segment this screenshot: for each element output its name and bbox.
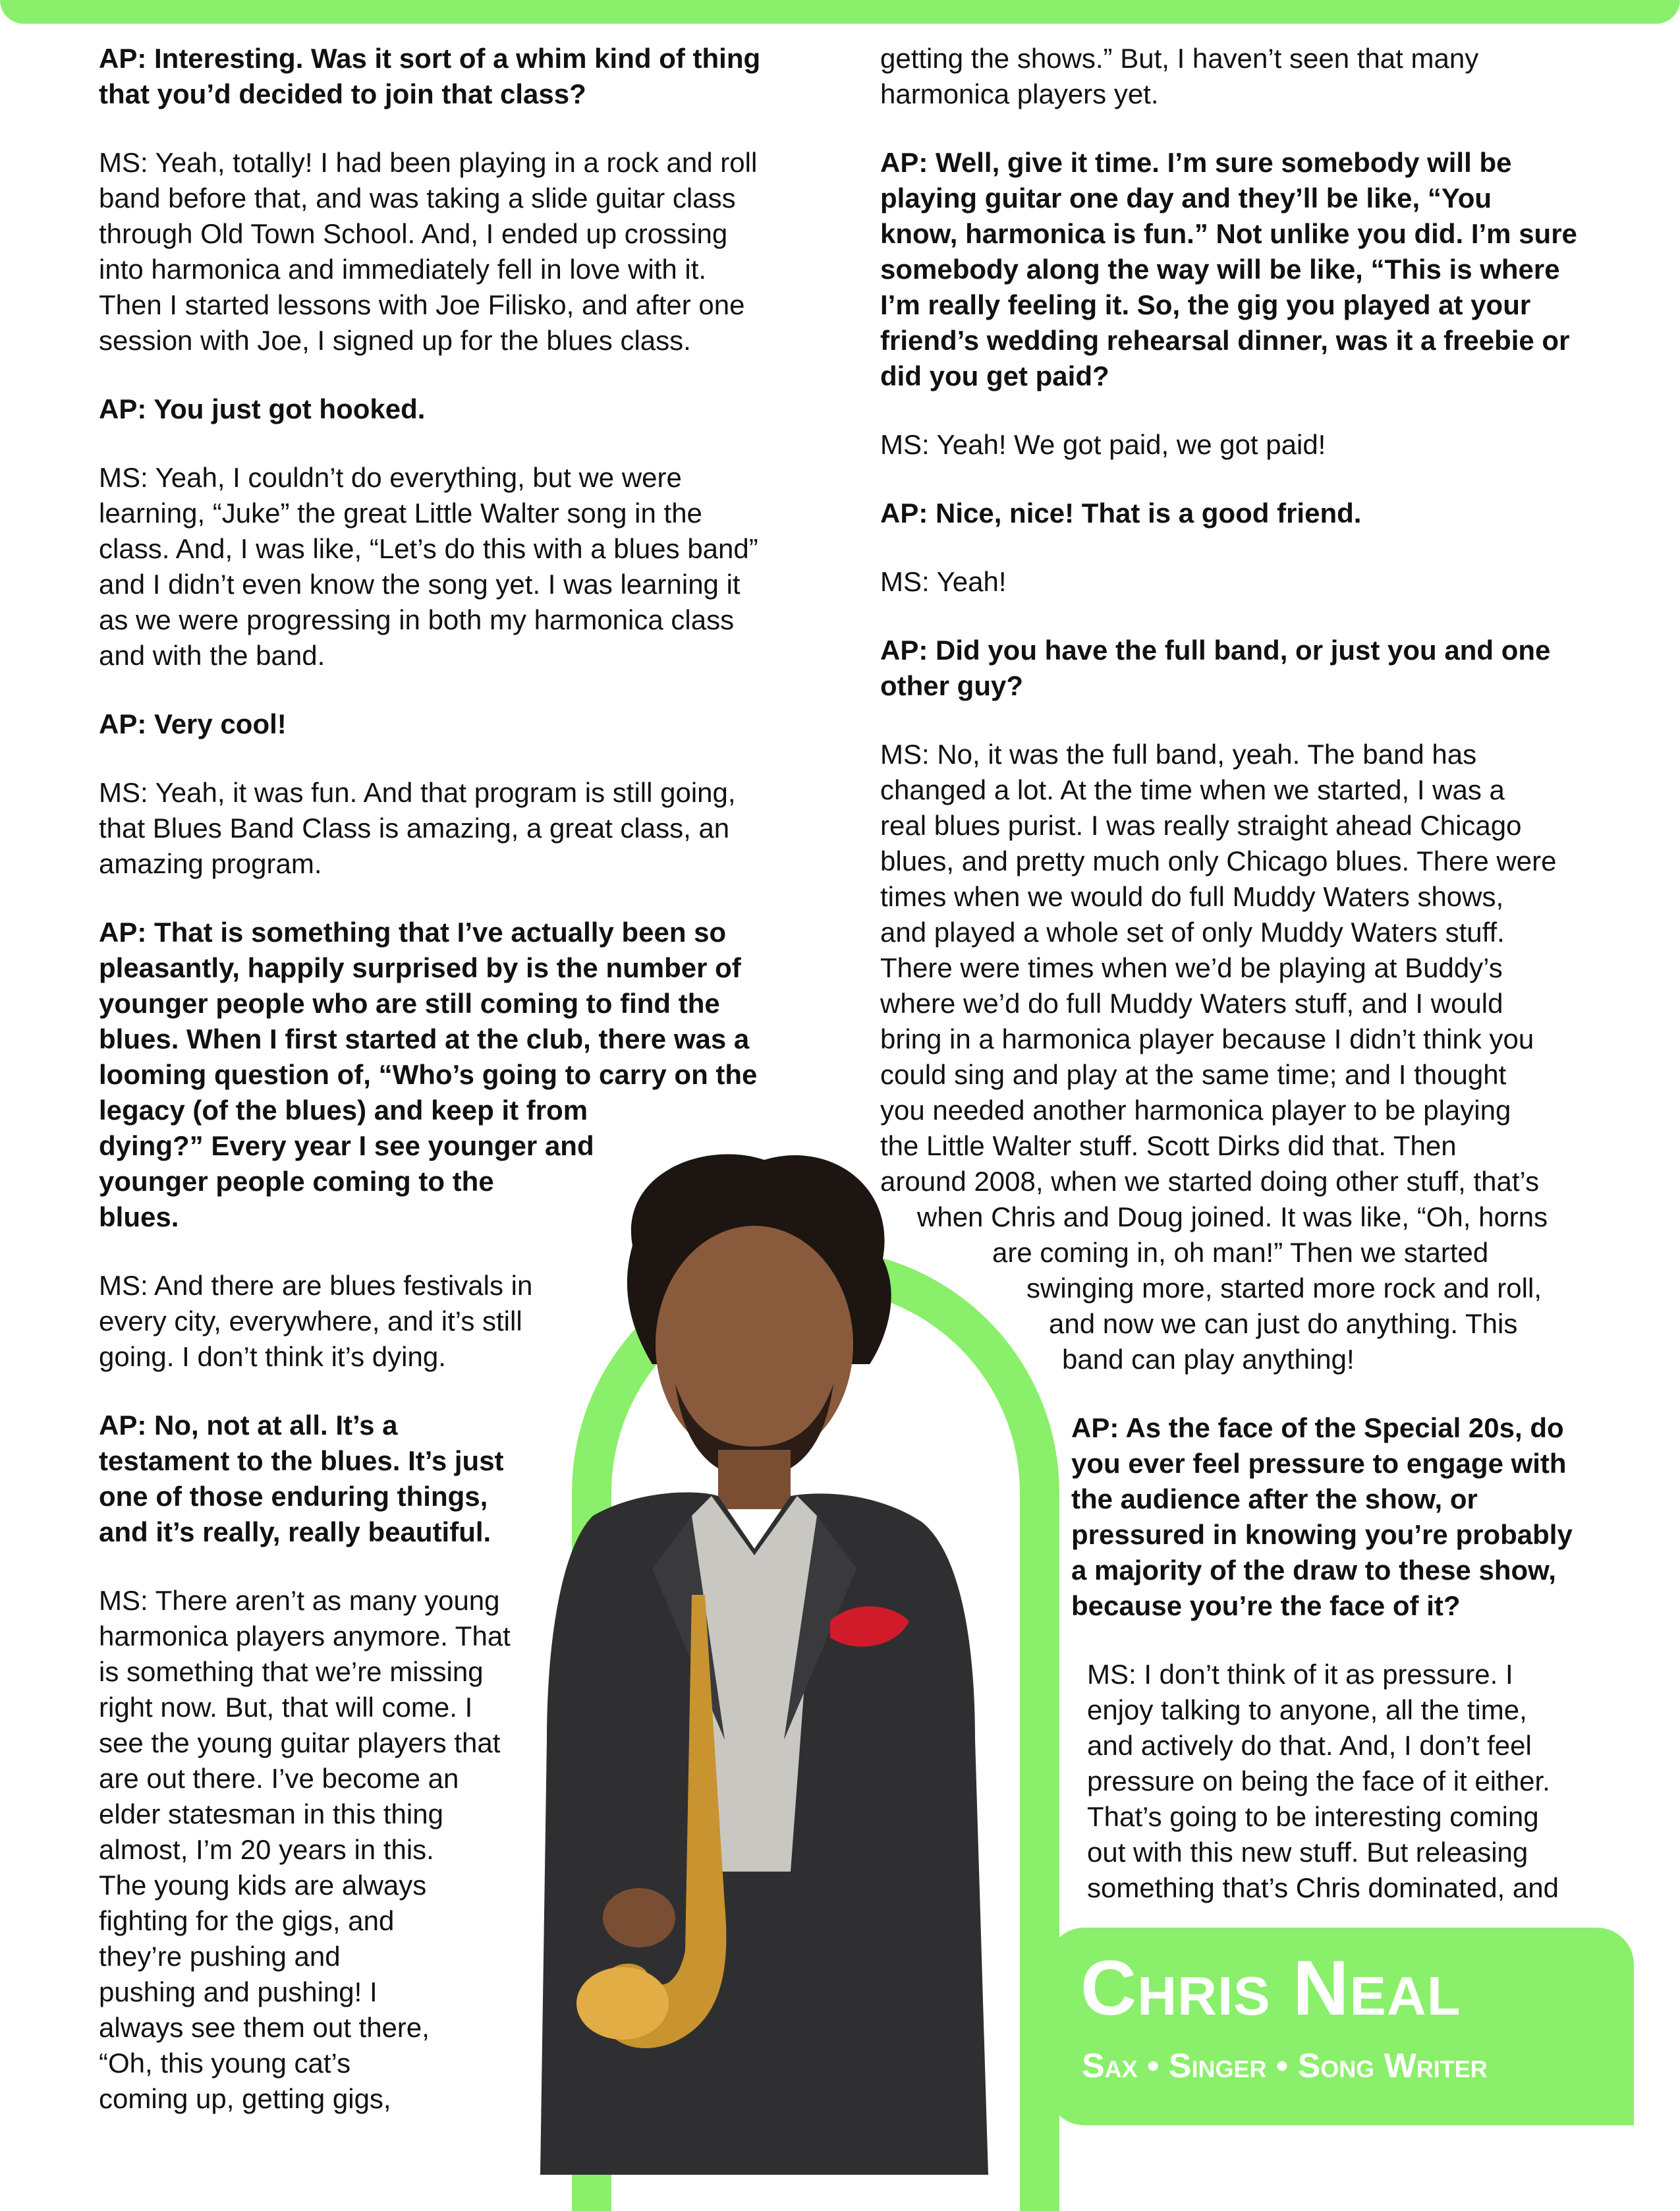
text-line: “Oh, this young cat’s xyxy=(99,2048,351,2079)
text-line: because you’re the face of it? xyxy=(1071,1590,1461,1621)
text-line: almost, I’m 20 years in this. xyxy=(99,1834,434,1865)
text-line: MS: I don’t think of it as pressure. I xyxy=(1087,1659,1513,1690)
text-line: MS: Yeah, it was fun. And that program is still going, xyxy=(99,777,736,808)
photo-sax-bell xyxy=(576,1967,669,2040)
text-line: AP: That is something that I’ve actually been so xyxy=(99,917,727,948)
interview-answer xyxy=(99,460,830,674)
text-line: band before that, and was taking a slide guitar class xyxy=(99,183,736,214)
text-line: out with this new stuff. But releasing xyxy=(1087,1837,1528,1868)
text-line: when Chris and Doug joined. It was like, “Oh, horns xyxy=(917,1201,1548,1232)
interview-question xyxy=(880,633,1644,704)
text-line: are coming in, oh man!” Then we started xyxy=(992,1237,1489,1268)
interview-question xyxy=(99,41,830,112)
text-line: you ever feel pressure to engage with xyxy=(1071,1448,1567,1479)
text-line: friend’s wedding rehearsal dinner, was it a freebie or xyxy=(880,325,1570,356)
text-line: pressure on being the face of it either. xyxy=(1087,1766,1550,1796)
text-line: coming up, getting gigs, xyxy=(99,2083,391,2114)
text-line: somebody along the way will be like, “This is where xyxy=(880,254,1560,285)
text-line: elder statesman in this thing xyxy=(99,1798,443,1829)
text-line: where we’d do full Muddy Waters stuff, and I would xyxy=(880,988,1503,1019)
text-line: band can play anything! xyxy=(1062,1344,1355,1375)
text-line: AP: No, not at all. It’s a xyxy=(99,1410,398,1441)
text-line: into harmonica and immediately fell in love with it. xyxy=(99,254,707,285)
text-line: blues, and pretty much only Chicago blues. There were xyxy=(880,846,1557,876)
text-line: pressured in knowing you’re probably xyxy=(1071,1519,1573,1550)
text-line: see the young guitar players that xyxy=(99,1727,501,1758)
text-line: as we were progressing in both my harmonica class xyxy=(99,604,735,635)
text-line: MS: Yeah, I couldn’t do everything, but we were xyxy=(99,462,682,493)
text-line: the audience after the show, or xyxy=(1071,1483,1478,1514)
text-line: MS: No, it was the full band, yeah. The band has xyxy=(880,739,1477,770)
text-line: class. And, I was like, “Let’s do this with a blues band” xyxy=(99,533,758,564)
text-line: did you get paid? xyxy=(880,360,1109,391)
text-line: That’s going to be interesting coming xyxy=(1087,1801,1539,1832)
text-line: MS: Yeah, totally! I had been playing in a rock and roll xyxy=(99,147,758,178)
interview-question xyxy=(880,496,1644,531)
text-line: swinging more, started more rock and roll, xyxy=(1026,1273,1542,1304)
text-line: MS: There aren’t as many young xyxy=(99,1585,500,1616)
text-line: Then I started lessons with Joe Filisko, and after one xyxy=(99,289,745,320)
text-line: a majority of the draw to these show, xyxy=(1071,1555,1556,1586)
text-line: AP: Nice, nice! That is a good friend. xyxy=(880,498,1362,529)
text-line: and with the band. xyxy=(99,640,325,671)
text-line: changed a lot. At the time when we started, I was a xyxy=(880,774,1505,805)
text-line: amazing program. xyxy=(99,848,322,879)
text-line: enjoy talking to anyone, all the time, xyxy=(1087,1694,1527,1725)
text-line: testament to the blues. It’s just xyxy=(99,1445,504,1476)
text-line: AP: You just got hooked. xyxy=(99,393,426,424)
text-line: other guy? xyxy=(880,670,1023,701)
text-line: getting the shows.” But, I haven’t seen that many xyxy=(880,43,1479,74)
text-line: that Blues Band Class is amazing, a great class, an xyxy=(99,813,730,844)
text-line: AP: As the face of the Special 20s, do xyxy=(1071,1412,1564,1443)
interview-question xyxy=(99,706,830,742)
interview-question xyxy=(880,145,1644,394)
text-line: right now. But, that will come. I xyxy=(99,1692,473,1723)
text-line: going. I don’t think it’s dying. xyxy=(99,1341,446,1372)
top-accent-bar xyxy=(0,0,1680,24)
person-name: Chris Neal xyxy=(1080,1945,1461,2032)
text-line: harmonica players anymore. That xyxy=(99,1621,511,1651)
text-line: and it’s really, really beautiful. xyxy=(99,1516,491,1547)
text-line: playing guitar one day and they’ll be like, “You xyxy=(880,183,1492,214)
text-line: you needed another harmonica player to be playing xyxy=(880,1095,1511,1126)
name-plate xyxy=(1048,1928,1634,2125)
text-line: MS: Yeah! We got paid, we got paid! xyxy=(880,429,1326,460)
photo-face xyxy=(656,1226,853,1463)
text-line: they’re pushing and xyxy=(99,1941,341,1972)
text-line: times when we would do full Muddy Waters shows, xyxy=(880,881,1504,912)
text-line: and played a whole set of only Muddy Waters stuff. xyxy=(880,917,1505,948)
text-line: blues. When I first started at the club, there was a xyxy=(99,1023,750,1054)
text-line: The young kids are always xyxy=(99,1870,427,1901)
text-line: around 2008, when we started doing other stuff, that’s xyxy=(880,1166,1540,1197)
photo-neck xyxy=(718,1450,791,1509)
text-line: are out there. I’ve become an xyxy=(99,1763,459,1794)
text-line: could sing and play at the same time; and I thought xyxy=(880,1059,1507,1090)
interview-answer xyxy=(99,145,830,359)
text-line: MS: And there are blues festivals in xyxy=(99,1270,533,1301)
text-line: that you’d decided to join that class? xyxy=(99,78,586,109)
text-line: every city, everywhere, and it’s still xyxy=(99,1306,522,1336)
text-line: blues. xyxy=(99,1201,179,1232)
text-line: pleasantly, happily surprised by is the number of xyxy=(99,952,741,983)
text-line: session with Joe, I signed up for the blues class. xyxy=(99,325,691,356)
interview-question xyxy=(99,391,830,427)
text-line: MS: Yeah! xyxy=(880,566,1007,597)
text-line: something that’s Chris dominated, and xyxy=(1087,1872,1559,1903)
text-line: and I didn’t even know the song yet. I was learning it xyxy=(99,569,741,600)
text-line: legacy (of the blues) and keep it from xyxy=(99,1095,588,1126)
text-line: the Little Walter stuff. Scott Dirks did that. Then xyxy=(880,1130,1457,1161)
interview-answer xyxy=(99,775,830,882)
text-line: one of those enduring things, xyxy=(99,1481,488,1512)
musician-photo xyxy=(488,1147,1028,2175)
text-line: There were times when we’d be playing at Buddy’s xyxy=(880,952,1503,983)
text-line: is something that we’re missing xyxy=(99,1656,484,1687)
text-line: and now we can just do anything. This xyxy=(1049,1308,1518,1339)
text-line: AP: Very cool! xyxy=(99,708,287,739)
text-line: looming question of, “Who’s going to carry on the xyxy=(99,1059,758,1090)
text-line: know, harmonica is fun.” Not unlike you did. I’m sure xyxy=(880,218,1577,249)
text-line: AP: Interesting. Was it sort of a whim kind of thing xyxy=(99,43,761,74)
text-line: fighting for the gigs, and xyxy=(99,1905,395,1936)
interview-answer xyxy=(880,564,1644,600)
person-roles: Sax • Singer • Song Writer xyxy=(1082,2047,1488,2085)
text-line: younger people coming to the xyxy=(99,1166,494,1197)
photo-hand xyxy=(603,1888,675,1947)
text-line: I’m really feeling it. So, the gig you played at your xyxy=(880,289,1531,320)
text-line: through Old Town School. And, I ended up crossing xyxy=(99,218,728,249)
text-line: harmonica players yet. xyxy=(880,78,1159,109)
text-line: bring in a harmonica player because I didn’t think you xyxy=(880,1023,1534,1054)
text-line: younger people who are still coming to find the xyxy=(99,988,720,1019)
text-line: pushing and pushing! I xyxy=(99,1976,378,2007)
interview-answer xyxy=(880,41,1644,112)
text-line: AP: Well, give it time. I’m sure somebody will be xyxy=(880,147,1512,178)
text-line: always see them out there, xyxy=(99,2012,430,2043)
text-line: learning, “Juke” the great Little Walter song in the xyxy=(99,498,702,529)
text-line: and actively do that. And, I don’t feel xyxy=(1087,1730,1532,1761)
interview-answer xyxy=(880,427,1644,463)
text-line: AP: Did you have the full band, or just you and one xyxy=(880,635,1551,666)
text-line: real blues purist. I was really straight ahead Chicago xyxy=(880,810,1522,841)
text-line: dying?” Every year I see younger and xyxy=(99,1130,594,1161)
